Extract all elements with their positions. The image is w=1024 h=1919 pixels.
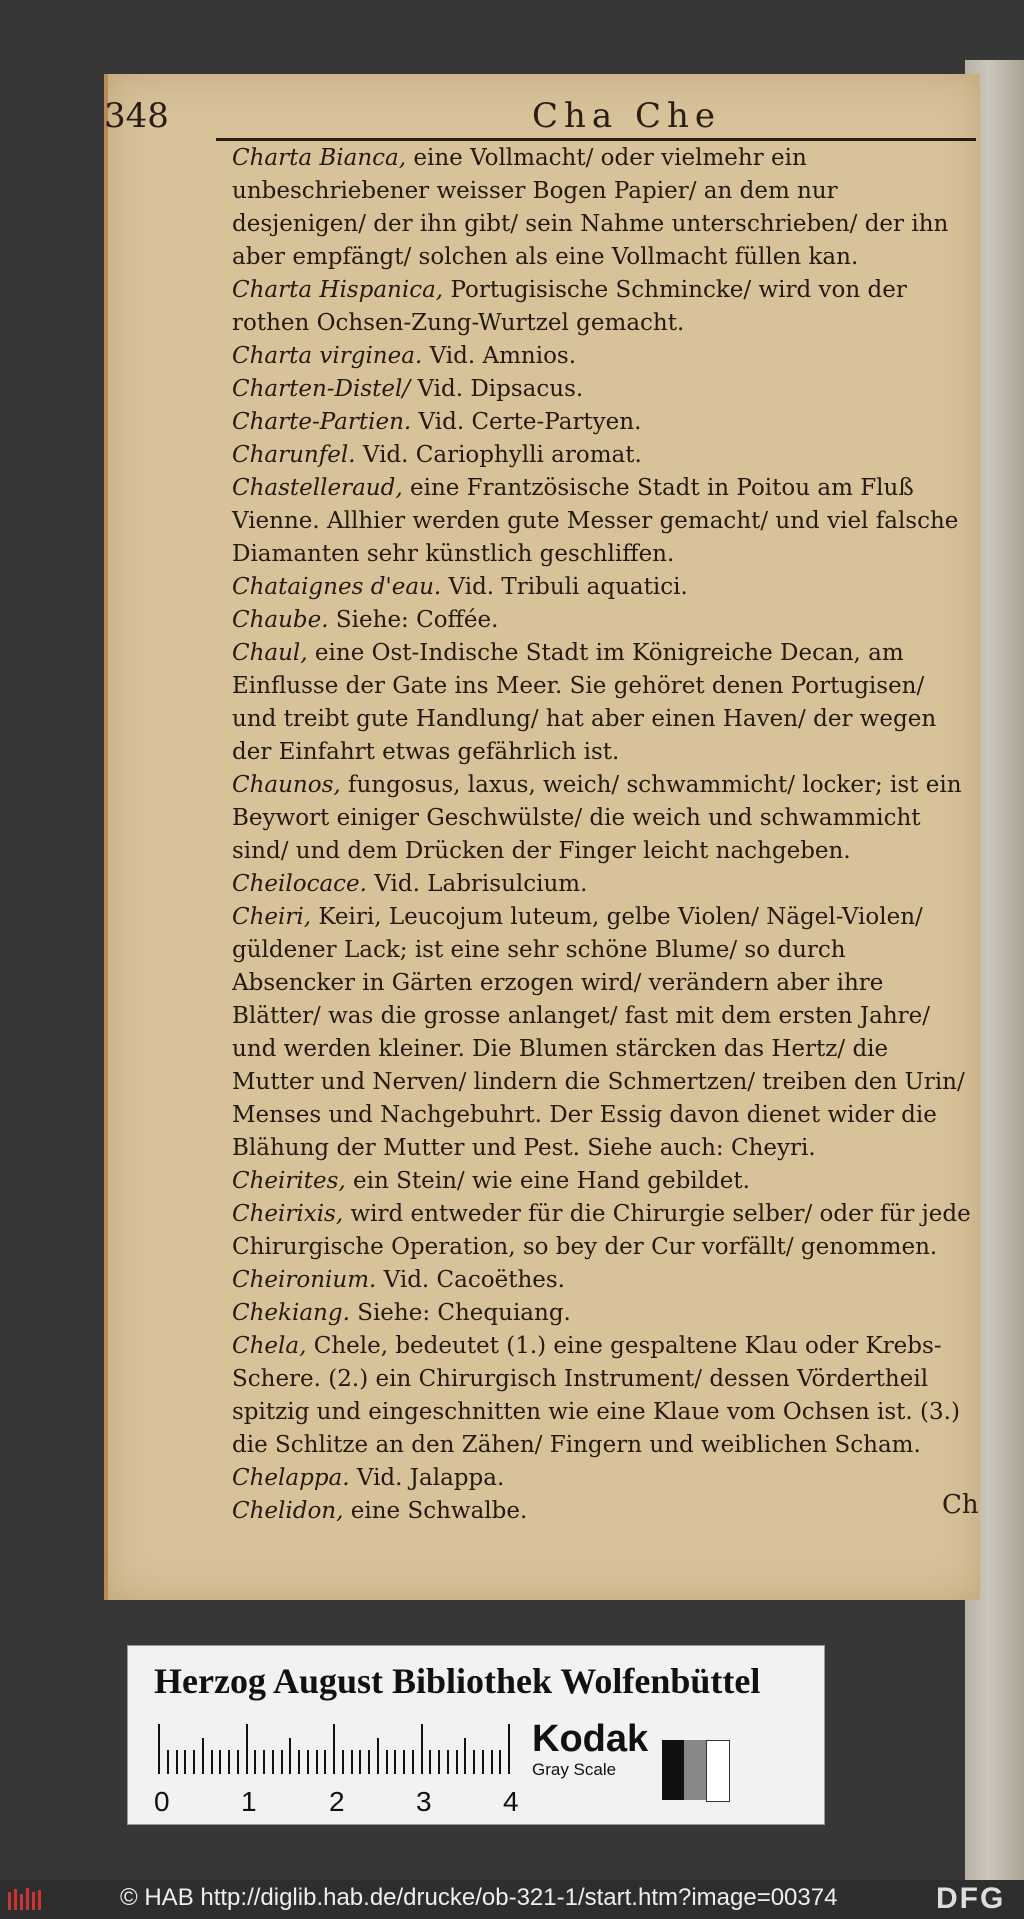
entry bbox=[232, 439, 972, 472]
running-head: Cha Che bbox=[532, 96, 722, 136]
entry-lemma: Charten-Distel/ bbox=[232, 376, 411, 402]
swatch-black bbox=[662, 1740, 684, 1800]
entry-lemma: Chaunos, bbox=[232, 772, 341, 798]
entry-lemma: Charta Hispanica, bbox=[232, 277, 444, 303]
ruler-tick bbox=[412, 1750, 414, 1774]
ruler-tick bbox=[491, 1750, 493, 1774]
entry-lemma: Charta virginea. bbox=[232, 343, 423, 369]
color-calibration-card bbox=[127, 1645, 825, 1825]
ruler-tick bbox=[456, 1750, 458, 1774]
ruler-tick bbox=[289, 1738, 291, 1774]
ruler-tick bbox=[403, 1750, 405, 1774]
entry-text: fungosus, laxus, weich/ schwammicht/ locker; ist ein Beywort einiger Geschwülste/ die weich und schwammicht sind/ und dem Drücken der Finger leicht nachgeben. bbox=[232, 772, 962, 864]
ruler-tick bbox=[386, 1750, 388, 1774]
entry bbox=[232, 868, 972, 901]
ruler-tick bbox=[298, 1750, 300, 1774]
entry-lemma: Charte-Partien. bbox=[232, 409, 412, 435]
ruler-tick bbox=[429, 1750, 431, 1774]
ruler-tick bbox=[508, 1724, 510, 1774]
footer-link[interactable]: © HAB http://diglib.hab.de/drucke/ob-321-1/start.htm?image=00374 bbox=[120, 1884, 838, 1911]
ruler-tick bbox=[202, 1738, 204, 1774]
ruler-tick bbox=[219, 1750, 221, 1774]
ruler-label: 1 bbox=[241, 1786, 257, 1817]
entry bbox=[232, 1330, 972, 1462]
page-number: 348 bbox=[104, 96, 169, 136]
scale-ruler bbox=[158, 1724, 508, 1774]
ruler-tick bbox=[499, 1750, 501, 1774]
entry-lemma: Cheiri, bbox=[232, 904, 312, 930]
entry bbox=[232, 142, 972, 274]
entry-text: eine Ost-Indische Stadt im Königreiche Decan, am Einflusse der Gate ins Meer. Sie gehöret denen Portugisen/ und treibt gute Handlung/ hat aber einen Haven/ der wegen der Einfahrt etwas gefährlich ist. bbox=[232, 640, 937, 765]
entry-text: Vid. Labrisulcium. bbox=[374, 871, 588, 897]
ruler-tick bbox=[482, 1750, 484, 1774]
entry bbox=[232, 406, 972, 439]
entry-text: Vid. Jalappa. bbox=[356, 1465, 505, 1491]
ruler-tick bbox=[307, 1750, 309, 1774]
ruler-tick bbox=[377, 1738, 379, 1774]
ruler-tick bbox=[359, 1750, 361, 1774]
ruler-tick bbox=[246, 1724, 248, 1774]
entry-lemma: Chataignes d'eau. bbox=[232, 574, 442, 600]
entry-text: Keiri, Leucojum luteum, gelbe Violen/ Nägel-Violen/ güldener Lack; ist eine sehr schöne Blume/ so durch Absencker in Gärten erzogen wird/ verändern aber ihre Blätter/ was die grosse anlanget/ fast mit dem ersten Jahre/ und werden kleiner. Die Blumen stärcken das Hertz/ die Mutter und Nerven/ lindern die Schmertzen/ treiben den Urin/ Menses und Nachgebuhrt. Der Essig davon dienet wider die Blähung der Mutter und Pest. Siehe auch: Cheyri. bbox=[232, 904, 965, 1161]
dictionary-text bbox=[232, 142, 972, 1528]
gray-scale-label: Gray Scale bbox=[532, 1760, 617, 1779]
barcode-icon bbox=[6, 1886, 46, 1912]
footer-bar bbox=[0, 1880, 1024, 1919]
entry-lemma: Cheirixis, bbox=[232, 1201, 344, 1227]
ruler-tick bbox=[281, 1750, 283, 1774]
ruler-tick bbox=[263, 1750, 265, 1774]
entry-lemma: Cheironium. bbox=[232, 1267, 377, 1293]
catchword: Ch bbox=[942, 1490, 979, 1520]
entry bbox=[232, 340, 972, 373]
ruler-tick bbox=[333, 1724, 335, 1774]
entry bbox=[232, 472, 972, 571]
entry-text: eine Schwalbe. bbox=[350, 1498, 528, 1524]
ruler-tick bbox=[316, 1750, 318, 1774]
ruler-label: 3 bbox=[416, 1786, 432, 1817]
ruler-tick bbox=[184, 1750, 186, 1774]
entry-lemma: Chaul, bbox=[232, 640, 308, 666]
entry-lemma: Chelidon, bbox=[232, 1498, 344, 1524]
swatch-gray bbox=[684, 1740, 706, 1800]
ruler-tick bbox=[351, 1750, 353, 1774]
entry bbox=[232, 637, 972, 769]
entry bbox=[232, 901, 972, 1165]
entry bbox=[232, 571, 972, 604]
entry bbox=[232, 1264, 972, 1297]
library-name: Herzog August Bibliothek Wolfenbüttel bbox=[154, 1661, 761, 1701]
entry-text: wird entweder für die Chirurgie selber/ oder für jede Chirurgische Operation, so bey der Cur vorfällt/ genommen. bbox=[232, 1201, 971, 1260]
ruler-tick bbox=[211, 1750, 213, 1774]
entry bbox=[232, 1495, 972, 1528]
ruler-tick bbox=[237, 1750, 239, 1774]
ruler-label: 4 bbox=[503, 1786, 519, 1817]
ruler-label: 0 bbox=[154, 1786, 170, 1817]
entry-text: eine Frantzösische Stadt in Poitou am Fluß Vienne. Allhier werden gute Messer gemacht/ und viel falsche Diamanten sehr künstlich geschliffen. bbox=[232, 475, 959, 567]
ruler-tick bbox=[421, 1724, 423, 1774]
entry bbox=[232, 1462, 972, 1495]
ruler-tick bbox=[254, 1750, 256, 1774]
entry-text: Vid. Tribuli aquatici. bbox=[448, 574, 688, 600]
entry bbox=[232, 274, 972, 340]
entry-text: Vid. Dipsacus. bbox=[417, 376, 584, 402]
kodak-logo: Kodak bbox=[532, 1718, 649, 1760]
entry-text: Vid. Cariophylli aromat. bbox=[362, 442, 642, 468]
entry-text: eine Vollmacht/ oder vielmehr ein unbeschriebener weisser Bogen Papier/ an dem nur desjenigen/ der ihn gibt/ sein Nahme unterschrieben/ der ihn aber empfängt/ solchen als eine Vollmacht füllen kan. bbox=[232, 145, 949, 270]
ruler-tick bbox=[447, 1750, 449, 1774]
ruler-label: 2 bbox=[329, 1786, 345, 1817]
ruler-tick bbox=[473, 1750, 475, 1774]
ruler-tick bbox=[438, 1750, 440, 1774]
entry-text: Chele, bedeutet (1.) eine gespaltene Klau oder Krebs-Schere. (2.) ein Chirurgisch Instrument/ dessen Vördertheil spitzig und eingeschnitten wie eine Klaue vom Ochsen ist. (3.) die Schlitze an den Zähen/ Fingern und weiblichen Scham. bbox=[232, 1333, 960, 1458]
swatch-white bbox=[706, 1740, 730, 1802]
ruler-tick bbox=[324, 1750, 326, 1774]
entry-text: ein Stein/ wie eine Hand gebildet. bbox=[353, 1168, 750, 1194]
entry-lemma: Charta Bianca, bbox=[232, 145, 407, 171]
entry bbox=[232, 769, 972, 868]
ruler-tick bbox=[394, 1750, 396, 1774]
entry bbox=[232, 1198, 972, 1264]
entry-lemma: Chastelleraud, bbox=[232, 475, 403, 501]
entry-lemma: Chaube. bbox=[232, 607, 329, 633]
ruler-tick bbox=[464, 1738, 466, 1774]
entry bbox=[232, 604, 972, 637]
entry bbox=[232, 1297, 972, 1330]
ruler-tick bbox=[158, 1724, 160, 1774]
entry-lemma: Chela, bbox=[232, 1333, 307, 1359]
entry-lemma: Charunfel. bbox=[232, 442, 356, 468]
entry-lemma: Cheirites, bbox=[232, 1168, 346, 1194]
header-rule bbox=[216, 138, 976, 141]
entry bbox=[232, 373, 972, 406]
entry-lemma: Chekiang. bbox=[232, 1300, 350, 1326]
entry-text: Vid. Certe-Partyen. bbox=[418, 409, 642, 435]
ruler-tick bbox=[228, 1750, 230, 1774]
ruler-tick bbox=[342, 1750, 344, 1774]
ruler-tick bbox=[193, 1750, 195, 1774]
ruler-tick bbox=[176, 1750, 178, 1774]
entry-text: Portugisische Schmincke/ wird von der rothen Ochsen-Zung-Wurtzel gemacht. bbox=[232, 277, 907, 336]
dfg-logo: DFG bbox=[936, 1882, 1006, 1915]
entry-lemma: Cheilocace. bbox=[232, 871, 367, 897]
entry-lemma: Chelappa. bbox=[232, 1465, 350, 1491]
entry-text: Vid. Cacoëthes. bbox=[383, 1267, 565, 1293]
entry-text: Vid. Amnios. bbox=[429, 343, 577, 369]
entry-text: Siehe: Chequiang. bbox=[357, 1300, 571, 1326]
entry-text: Siehe: Coffée. bbox=[335, 607, 499, 633]
ruler-tick bbox=[272, 1750, 274, 1774]
ruler-tick bbox=[167, 1750, 169, 1774]
ruler-tick bbox=[368, 1750, 370, 1774]
entry bbox=[232, 1165, 972, 1198]
